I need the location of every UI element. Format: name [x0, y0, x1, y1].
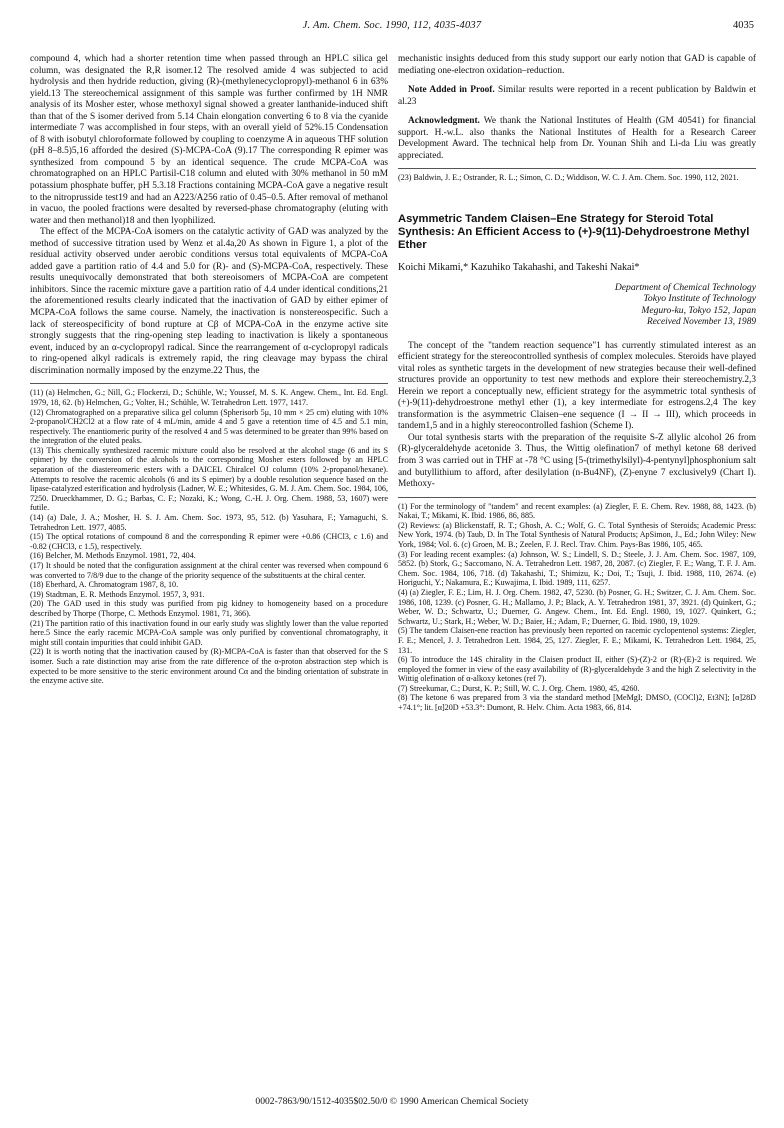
footnote-divider — [398, 497, 756, 498]
footnotes-left — [30, 388, 388, 685]
footnote-divider — [398, 168, 756, 169]
received-date: Received November 13, 1989 — [647, 316, 756, 327]
note-heading: Note Added in Proof. — [408, 85, 495, 96]
footnote: (18) Eberhard, A. Chromatogram 1987, 8, 10. — [30, 580, 179, 590]
footnote: (1) For the terminology of "tandem" and recent examples: (a) Ziegler, F. E. Chem. Rev. 1988, 88, 1423. (b) Nakai, T.; Mikami, K. Ibid. 1986, 86, 885. — [398, 501, 756, 521]
footnote: (8) The ketone 6 was prepared from 3 via the standard method [MeMgI; DMSO, (COCl)2, Et3N]; [α]28D +74.1°; lit. [α]20D +53.3°: Dumont, R. Helv. Chim. Acta 1983, 66, 814. — [398, 693, 756, 713]
note-text: Similar results were reported in a recent publication by Baldwin et al.23 — [398, 85, 756, 107]
footnote: (23) Baldwin, J. E.; Ostrander, R. L.; Simon, C. D.; Widdison, W. C. J. Am. Chem. Soc. 1990, 112, 2021. — [398, 173, 739, 183]
right-column — [398, 54, 756, 713]
body-paragraph: Our total synthesis starts with the preparation of the requisite S-Z allylic alcohol 26 from (R)-glyceraldehyde acetonide 3. Thus, the Wittig olefination7 of methyl ketone 68 derived from 3 was carried out in THF at -78 °C using [5-(trimethylsilyl)-4-pentynyl]phosphonium salt and butyllithium to afford, after desilylation (n-Bu4NF), (Z)-enyne 7 exclusively9 (Chart I). Methoxy- — [398, 432, 756, 490]
body-paragraph: The effect of the MCPA-CoA isomers on the catalytic activity of GAD was analyzed by the method of successive titration used by Wenz et al.4a,20 As shown in Figure 1, a plot of the residual activity observed under aerobic conditions versus total equivalents of MCPA-CoA added gave a partition ratio of 4.4 and 5.0 for (R)- and (S)-MCPA-CoA, respectively. These results unequivocally demonstrated that both stereoisomers of MCPA-CoA are competent inhibitors. Since the racemic mixture gave a partition ratio of 4.4 under identical conditions,21 the aforementioned results clearly indicated that the inactivation of GAD by either epimer of MCPA-CoA follows the same course. Namely, the inactivation is nonstereospecific. Such a lack of stereospecificity of bond rupture at Cβ of MCPA-CoA in the enzyme active site strongly suggests that the ring-opening step leading to inactivation is likely a spontaneous event, induced by an α-cyclopropyl radical. Since the rearrangement of α-cyclopropyl radicals to ring-opened alkyl radicals is extremely rapid, the ring cleavage may bypass the chiral discrimination normally imposed by the enzyme.22 Thus, the — [30, 227, 388, 376]
footnote: (6) To introduce the 14S chirality in the Claisen product II, either (S)-(Z)-2 or (R)-(E)-2 is required. We employed the former in view of the easy availability of (R)-glyceraldehyde 3 and the high Z selectivity in the Wittig olefination of α-alkoxy ketones (ref 7). — [398, 655, 756, 684]
footnote: (12) Chromatographed on a preparative silica gel column (Spherisorb 5μ, 10 mm × 25 cm) eluting with 10% 2-propanol/CH2Cl2 at a flow rate of 4 mL/min, amide 4 and 5 gave a retention time of 4.5 and 5.1 min, respectively. The enantiomeric purity of the resolved 4 and 5 was determined to be greater than 99% based on the integration of the eluted peaks. — [30, 407, 388, 446]
page-number: 4035 — [733, 20, 754, 31]
footnote: (3) For leading recent examples: (a) Johnson, W. S.; Lindell, S. D.; Steele, J. J. Am. Chem. Soc. 1987, 109, 5852. (b) Stork, G.; Saccomano, N. A. Tetrahedron Lett. 1987, 28, 2087. (c) Ziegler, F. E.; Wang, T. F. J. Am. Chem. Soc. 1984, 106, 718. (d) Takahashi, T.; Shimizu, K.; Doi, T.; Tsuji, J. Ibid. 1988, 110, 2674. (e) Horiguchi, Y.; Nakamura, E.; Kuwajima, I. Ibid. 1989, 111, 6257. — [398, 549, 756, 588]
page-footer: 0002-7863/90/1512-4035$02.50/0 © 1990 American Chemical Society — [255, 1096, 529, 1107]
running-header — [0, 20, 784, 36]
footnote: (2) Reviews: (a) Blickenstaff, R. T.; Ghosh, A. C.; Wolf, G. C. Total Synthesis of Steroids; Academic Press: New York, 1974. (b) Taub, D. In The Total Synthesis of Natural Products; ApSimon, J., Ed.; John Wiley: New York, 1984; Vol. 6. (c) Groen, M. B.; Zeelen, F. J. Recl. Trav. Chim. Pays-Bas 1986, 105, 465. — [398, 520, 756, 549]
acknowledgment — [398, 116, 756, 162]
affiliation-department: Department of Chemical Technology — [614, 281, 756, 293]
left-column — [30, 54, 388, 686]
body-paragraph: mechanistic insights deduced from this study support our early notion that GAD is capable of mediating one-electron oxidation–reduction. — [398, 54, 756, 76]
footnote: (14) (a) Dale, J. A.; Mosher, H. S. J. Am. Chem. Soc. 1973, 95, 512. (b) Yasuhara, F.; Yamaguchi, S. Tetrahedron Lett. 1977, 4085. — [30, 513, 388, 532]
footnote: (4) (a) Ziegler, F. E.; Lim, H. J. Org. Chem. 1982, 47, 5230. (b) Posner, G. H.; Switzer, C. J. Am. Chem. Soc. 1986, 108, 1239. (c) Posner, G. H.; Mallamo, J. P.; Black, A. Y. Tetrahedron 1981, 37, 3921. (d) Quinkert, G.; Weber, W. D.; Schwartz, U.; Duerner, G. Angew. Chem., Int. Ed. Engl. 1980, 19, 1027. Quinkert, G.; Schwartz, U.; Stark, H.; Weber, W. D.; Baier, H.; Adam, F.; Duerner, G. Ibid. 1980, 19, 1029. — [398, 587, 756, 626]
article-authors: Koichi Mikami,* Kazuhiko Takahashi, and Takeshi Nakai* — [398, 261, 640, 273]
acknowledgment-text: We thank the National Institutes of Health (GM 40541) for financial support. H.-w.L. also thanks the National Institutes of Health for a Research Career Development Award. The technical help from Dr. Younan Shih and Li-da Liu was greatly appreciated. — [398, 116, 757, 161]
body-paragraph: compound 4, which had a shorter retention time when passed through an HPLC silica gel column, was designated the R,R isomer.12 The resolved amide 4 was subjected to acid hydrolysis and then hydride reduction, giving (R)-(methylenecyclopropyl)-methanol 6 in 63% yield.13 The stereochemical assignment of this sample was further confirmed by 1H NMR analysis of its Mosher ester, whose methoxyl signal showed a greater lanthanide-induced shift than that of the S isomer derived from 5.14 Chain elongation converting 6 to 8 via the cyanide intermediate 7 was accomplished in four steps, with an overall yield of 52%.15 Condensation of 8 with isobutyl chloroformate followed by coupling to coenzyme A in aqueous THF solution (pH 8–8.5)5,16 afforded the desired (S)-MCPA-CoA (9).17 The corresponding R epimer was synthesized from compound 5 by an identical sequence. The crude MCPA-CoA was chromatographed on an HPLC Partisil-C18 column and eluted with 30% methanol in 50 mM potassium phosphate buffer, pH 5.3.18 Fractions containing MCPA-CoA gave a negative result to the nitroprusside test19 and had an A223/A256 ratio of 0.45–0.5. After removal of methanol in vacuo, the pooled fractions were desalted by reversed-phase chromatography (eluting with water and then methanol)18 and then lyophilized. — [30, 54, 388, 226]
footnote: (16) Belcher, M. Methods Enzymol. 1981, 72, 404. — [30, 551, 196, 561]
footnote: (13) This chemically synthesized racemic mixture could also be resolved at the alcohol stage (6 and its S epimer) by the conversion of the alcohols to the corresponding Mosher esters followed by an HPLC separation of the diastereomeric esters with a DAICEL Chiralcel OJ column (10% 2-propanol/hexane). Attempts to resolve the racemic alcohols (6 and its S epimer) by a double resolution sequence based on the lipase-catalyzed esterification and hydrolysis (Ladner, W. E.; Whitesides, G. M. J. Am. Chem. Soc. 1984, 106, 7250. Drueckhammer, D. G.; Barbas, C. F.; Nozaki, K.; Wong, C.-H. J. Org. Chem. 1988, 53, 1607) were futile. — [30, 445, 388, 513]
footnote-divider — [30, 383, 388, 384]
footnote: (5) The tandem Claisen-ene reaction has previously been reported on racemic cyclopentenol systems: Ziegler, F. E.; Mencel, J. J. Tetrahedron Lett. 1984, 25, 127. Ziegler, F. E.; Mikami, K. Tetrahedron Lett. 1984, 25, 131. — [398, 626, 756, 655]
footnotes-right — [398, 502, 756, 713]
footnote: (21) The partition ratio of this inactivation found in our early study was slightly lower than the value reported here.5 Since the early racemic MCPA-CoA sample was only purified by conventional chromatography, it might still contain impurities that could inhibit GAD. — [30, 618, 388, 647]
footnote: (19) Stadtman, E. R. Methods Enzymol. 1957, 3, 931. — [30, 589, 205, 599]
note-added-in-proof — [398, 85, 756, 108]
acknowledgment-heading: Acknowledgment. — [408, 116, 480, 127]
footnote: (17) It should be noted that the configuration assignment at the chiral center was reversed when compound 6 was converted to 7/8/9 due to the change of the priority sequence of the substituents at the chiral center. — [30, 561, 388, 580]
affiliation-address: Meguro-ku, Tokyo 152, Japan — [641, 305, 756, 317]
article-title: Asymmetric Tandem Claisen–Ene Strategy for Steroid Total Synthesis: An Efficient Access to (+)-9(11)-Dehydroestrone Methyl Ether — [398, 212, 750, 251]
footnote: (11) (a) Helmchen, G.; Nill, G.; Flockerzi, D.; Schühle, W.; Youssef, M. S. K. Angew. Chem., Int. Ed. Engl. 1979, 18, 62. (b) Helmchen, G.; Volter, H.; Schühle, W. Tetrahedron Lett. 1977, 1417. — [30, 388, 388, 407]
footnote: (20) The GAD used in this study was purified from pig kidney to homogeneity based on a procedure described by Thorpe (Thorpe, C. Methods Enzymol. 1981, 71, 366). — [30, 599, 388, 618]
body-paragraph: The concept of the "tandem reaction sequence"1 has currently stimulated interest as an efficient strategy for the stereocontrolled synthesis of complex molecules. Steroids have played vital roles as synthetic targets in the development of new strategies because their well-defined structures provide an opportunity to test new methods and explore their stereochemistry.2,3 Herein we report a conceptually new, efficient strategy for the asymmetric total synthesis of (+)-9(11)-dehydroestrone methyl ether (1), a key intermediate for estrogens.2,4 The key transformation is the asymmetric Claisen–ene sequence (I → II → III), which proceeds in tandem1,5 and in a highly stereocontrolled fashion (Scheme I). — [398, 340, 756, 432]
affiliation-institute: Tokyo Institute of Technology — [643, 293, 756, 305]
footnotes-top-right — [398, 173, 756, 183]
footnote: (7) Streekumar, C.; Durst, K. P.; Still, W. C. J. Org. Chem. 1980, 45, 4260. — [398, 683, 640, 693]
footnote: (15) The optical rotations of compound 8 and the corresponding R epimer were +0.86 (CHCl3, c 1.6) and -0.82 (CHCl3, c 1.5), respectively. — [30, 532, 388, 551]
journal-citation: J. Am. Chem. Soc. 1990, 112, 4035-4037 — [302, 20, 482, 31]
footnote: (22) It is worth noting that the inactivation caused by (R)-MCPA-CoA is faster than that observed for the S isomer. Such a rate distinction may arise from the rate difference of the α-proton abstraction step which is expected to be more sensitive to the steric environment around Cα and the binding orientation of substrate in the enzyme active site. — [30, 647, 388, 686]
